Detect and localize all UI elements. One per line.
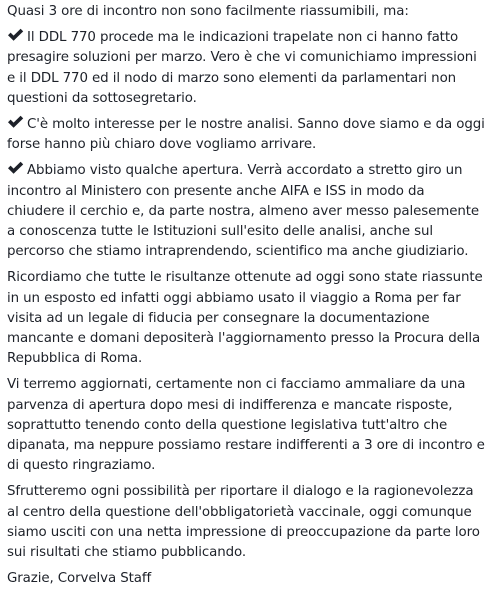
post-intro: Quasi 3 ore di incontro non sono facilmente riassumibili, ma: (7, 4, 409, 19)
post-paragraph: Sfrutteremo ogni possibilità per riportare il dialogo e la ragionevolezza al centro della questione dell'obbligatorietà vaccinale, oggi comunque siamo usciti con una netta impressione di preoccupazione da parte loro sui risultati che stiamo pubblicando. (7, 484, 480, 561)
point-text: Abbiamo visto qualche apertura. Verrà accordato a stretto giro un incontro al Ministero con presente anche AIFA e ISS in modo da chiudere il cerchio e, da parte nostra, almeno aver messo palesemente a conoscenza tutte le Istituzioni sull'esito delle analisi, anche sul percorso che stiamo intraprendendo, scientifico ma anche giudiziario. (7, 163, 480, 260)
checkmark-icon (7, 115, 24, 129)
checkmark-icon (7, 28, 24, 42)
checkmark-icon (7, 161, 24, 175)
point-text: Il DDL 770 procede ma le indicazioni trapelate non ci hanno fatto presagire soluzioni per marzo. Vero è che vi comunichiamo impressioni e il DDL 770 ed il nodo di marzo sono elementi da parlamentari non questioni da sottosegretario. (7, 30, 477, 106)
point-item (7, 161, 485, 262)
post-body (7, 2, 485, 595)
post-signoff: Grazie, Corvelva Staff (7, 571, 152, 587)
post-paragraph: Vi terremo aggiornati, certamente non ci facciamo ammaliare da una parvenza di apertura dopo mesi di indifferenza e mancate risposte, soprattutto tenendo conto della questione legislativa tutt'altro che dipanata, ma neppure possiamo restare indifferenti a 3 ore di incontro e di questo ringraziamo. (7, 377, 485, 474)
point-text: C'è molto interesse per le nostre analisi. Sanno dove siamo e da oggi forse hanno più chiaro dove vogliamo arrivare. (7, 117, 485, 153)
point-item (7, 28, 485, 109)
point-item (7, 115, 485, 155)
post-paragraph: Ricordiamo che tutte le risultanze ottenute ad oggi sono state riassunte in un esposto ed infatti oggi abbiamo usato il viaggio a Roma per far visita ad un legale di fiducia per consegnare la documentazione mancante e domani depositerà l'aggiornamento presso la Procura della Repubblica di Roma. (7, 270, 483, 367)
